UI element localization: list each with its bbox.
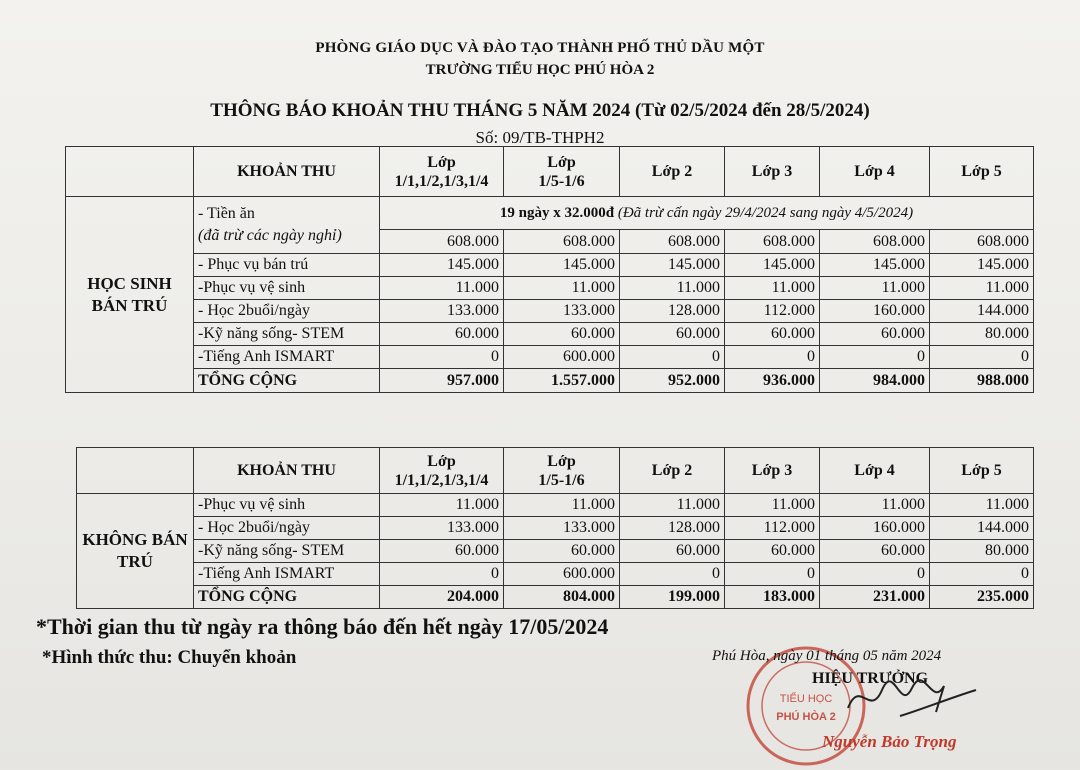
- group-label-non-boarding: KHÔNG BÁN TRÚ: [77, 494, 194, 609]
- document-number: Số: 09/TB-THPH2: [475, 128, 605, 147]
- col-header-grade5: Lớp 5: [930, 147, 1034, 197]
- signer-name: Nguyễn Bảo Trọng: [822, 732, 957, 751]
- col-header-item: KHOẢN THU: [194, 147, 380, 197]
- svg-text:TIỂU HỌC: TIỂU HỌC: [779, 693, 833, 705]
- col-header-grade2: Lớp 2: [620, 448, 725, 494]
- corner-cell: [77, 448, 194, 494]
- col-header-grade1b: Lớp 1/5-1/6: [504, 448, 620, 494]
- col-header-grade1a: Lớp 1/1,1/2,1/3,1/4: [380, 147, 504, 197]
- col-header-grade2: Lớp 2: [620, 147, 725, 197]
- table-row: - Học 2buổi/ngày 133.000 133.000 128.000 112.000 160.000 144.000: [66, 300, 1034, 323]
- boarding-fee-table: [65, 146, 1034, 393]
- table-row: -Kỹ năng sống- STEM 60.000 60.000 60.000 60.000 60.000 80.000: [66, 323, 1034, 346]
- meal-label: - Tiền ăn (đã trừ các ngày nghỉ): [194, 197, 380, 254]
- table-row: - Học 2buổi/ngày 133.000 133.000 128.000 112.000 160.000 144.000: [77, 517, 1034, 540]
- table-row: -Phục vụ vệ sinh 11.000 11.000 11.000 11.000 11.000 11.000: [66, 277, 1034, 300]
- meal-note: 19 ngày x 32.000đ (Đã trừ cấn ngày 29/4/2024 sang ngày 4/5/2024): [380, 197, 1034, 230]
- col-header-grade1b: Lớp 1/5-1/6: [504, 147, 620, 197]
- col-header-grade3: Lớp 3: [725, 448, 820, 494]
- signing-date: Phú Hòa, ngày 01 tháng 05 năm 2024: [712, 648, 942, 664]
- notice-title: THÔNG BÁO KHOẢN THU THÁNG 5 NĂM 2024 (Từ 02/5/2024 đến 28/5/2024): [210, 100, 870, 121]
- handwritten-signature-icon: [840, 668, 980, 728]
- department-header: PHÒNG GIÁO DỤC VÀ ĐÀO TẠO THÀNH PHỐ THỦ DẦU MỘT: [315, 40, 765, 56]
- table-header-row: [66, 147, 1034, 197]
- col-header-grade5: Lớp 5: [930, 448, 1034, 494]
- table-row: - Phục vụ bán trú 145.000 145.000 145.000 145.000 145.000 145.000: [66, 254, 1034, 277]
- table-row: 608.000 608.000 608.000 608.000 608.000 608.000: [66, 230, 1034, 254]
- total-row: TỔNG CỘNG 957.000 1.557.000 952.000 936.000 984.000 988.000: [66, 369, 1034, 393]
- corner-cell: [66, 147, 194, 197]
- col-header-grade3: Lớp 3: [725, 147, 820, 197]
- school-name: TRƯỜNG TIỂU HỌC PHÚ HÒA 2: [425, 62, 655, 78]
- table-row: -Tiếng Anh ISMART 0 600.000 0 0 0 0: [66, 346, 1034, 369]
- col-header-grade4: Lớp 4: [820, 147, 930, 197]
- principal-title: HIỆU TRƯỞNG: [812, 670, 929, 687]
- total-row: TỔNG CỘNG 204.000 804.000 199.000 183.000 231.000 235.000: [77, 586, 1034, 609]
- meal-note-row: [66, 197, 1034, 230]
- group-label-boarding: HỌC SINH BÁN TRÚ: [66, 197, 194, 393]
- table-header-row: [77, 448, 1034, 494]
- table-row: -Kỹ năng sống- STEM 60.000 60.000 60.000 60.000 60.000 80.000: [77, 540, 1034, 563]
- collection-period-note: *Thời gian thu từ ngày ra thông báo đến hết ngày 17/05/2024: [36, 614, 609, 639]
- svg-text:PHÚ HÒA 2: PHÚ HÒA 2: [776, 711, 836, 723]
- col-header-grade1a: Lớp 1/1,1/2,1/3,1/4: [380, 448, 504, 494]
- table-row: -Tiếng Anh ISMART 0 600.000 0 0 0 0: [77, 563, 1034, 586]
- non-boarding-fee-table: [76, 447, 1034, 609]
- col-header-grade4: Lớp 4: [820, 448, 930, 494]
- col-header-item: KHOẢN THU: [194, 448, 380, 494]
- payment-method-note: *Hình thức thu: Chuyển khoản: [42, 647, 297, 668]
- table-row: KHÔNG BÁN TRÚ -Phục vụ vệ sinh 11.000 11.000 11.000 11.000 11.000 11.000: [77, 494, 1034, 517]
